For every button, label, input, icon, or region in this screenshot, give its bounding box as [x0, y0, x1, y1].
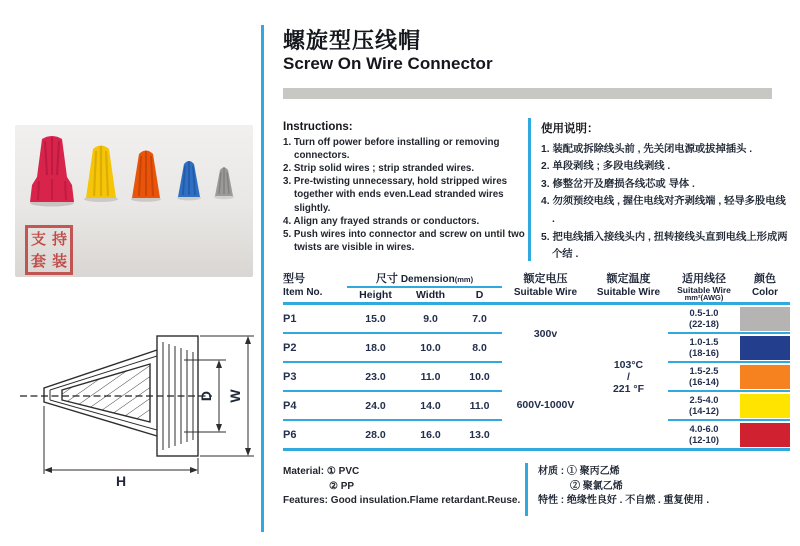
- cell-wire-range: [668, 304, 740, 334]
- dimension-diagram: [12, 330, 262, 488]
- header-voltage-zh: 额定电压: [523, 273, 568, 285]
- cell-width: 16.0: [404, 420, 457, 450]
- col-header-wire-size: [668, 273, 740, 304]
- cell-wire-range: [668, 362, 740, 391]
- instructions-en: [283, 121, 526, 254]
- header-dim-unit: (mm): [454, 275, 474, 284]
- header-wire-zh: 适用线径: [682, 273, 726, 285]
- label-w: W: [227, 389, 243, 403]
- material-zh-line1: 材质 : ① 聚丙乙烯: [538, 466, 620, 477]
- cell-voltage-high: 600V-1000V: [502, 362, 589, 450]
- cell-voltage-low: 300v: [502, 304, 589, 363]
- stamp-char: 套: [30, 252, 46, 270]
- col-header-item: [283, 273, 347, 304]
- header-wire-unit: mm²(AWG): [684, 293, 724, 302]
- features-label: Features:: [283, 495, 329, 506]
- connector-red: [30, 136, 74, 202]
- instructions-en-heading: Instructions:: [283, 121, 353, 133]
- color-swatch: [740, 394, 790, 418]
- cell-item: P6: [283, 420, 347, 450]
- spec-table: [283, 273, 790, 451]
- header-item-zh: 型号: [283, 273, 305, 285]
- cell-d: 11.0: [457, 391, 502, 420]
- materials-divider: [525, 463, 528, 516]
- wire-mm: 1.0-1.5: [689, 337, 719, 347]
- gray-separator-bar: [283, 88, 772, 99]
- wire-mm: 4.0-6.0: [689, 424, 719, 434]
- instruction-item: 4. 勿须预绞电线 , 握住电线对齐剥线端 , 轻导多股电线 .: [541, 196, 786, 225]
- col-header-height: Height: [359, 289, 392, 301]
- connector-orange: [132, 151, 160, 199]
- connector-blue: [178, 161, 200, 197]
- temp-separator: /: [627, 370, 630, 383]
- cell-color: [740, 304, 790, 334]
- label-d: D: [198, 390, 214, 402]
- header-temp-en: Suitable Wire: [596, 287, 661, 298]
- color-swatch: [740, 336, 790, 360]
- header-wire-en: Suitable Wire: [677, 285, 731, 295]
- connector-yellow: [86, 146, 116, 199]
- cell-height: 15.0: [347, 304, 404, 334]
- cell-temperature: [589, 304, 668, 450]
- cell-height: 23.0: [347, 362, 404, 391]
- header-color-en: Color: [751, 287, 779, 298]
- vertical-divider: [261, 25, 264, 532]
- material-zh-line3: 特性 : 绝缘性良好 . 不自燃 . 重复使用 .: [538, 495, 710, 506]
- header-dim-en: Demension: [400, 274, 455, 285]
- cell-d: 13.0: [457, 420, 502, 450]
- col-header-width: Width: [415, 289, 446, 301]
- wire-awg: (18-16): [689, 347, 719, 358]
- instructions-zh-heading: 使用说明：: [541, 123, 599, 135]
- materials-en: [283, 465, 523, 509]
- header-voltage-en: Suitable Wire: [513, 287, 578, 298]
- color-swatch: [740, 307, 790, 331]
- cell-item: P4: [283, 391, 347, 420]
- cell-d: 7.0: [457, 304, 502, 334]
- cell-item: P1: [283, 304, 347, 334]
- label-h: H: [115, 473, 127, 488]
- red-seal-stamp: [25, 225, 73, 275]
- color-swatch: [740, 365, 790, 389]
- header-item-en: Item No.: [283, 287, 323, 298]
- cell-height: 28.0: [347, 420, 404, 450]
- features-text: Good insulation.Flame retardant.Reuse.: [330, 495, 521, 506]
- stamp-char: 持: [51, 230, 67, 248]
- wire-awg: (12-10): [689, 434, 719, 445]
- instruction-item: 1. 装配或拆除线头前 , 先关闭电源或拔掉插头 .: [541, 143, 753, 155]
- instruction-item: 4. Align any frayed strands or conductors.: [283, 215, 480, 227]
- connector-cross-section: [12, 330, 262, 488]
- instruction-item: 5. Push wires into connector and screw on until two twists are visible in wires.: [283, 228, 525, 253]
- stamp-char: 装: [51, 252, 67, 270]
- product-photo: [15, 125, 253, 277]
- material-label: Material:: [283, 466, 325, 477]
- material-line: [283, 465, 523, 480]
- cell-color: [740, 391, 790, 420]
- connector-gray: [215, 167, 233, 196]
- material-zh-line2: ② 聚氯乙烯: [570, 480, 623, 492]
- color-swatch: [740, 423, 790, 447]
- table-row: [283, 304, 790, 334]
- instruction-item: 2. 单段剥线 ; 多段电线剥线 .: [541, 161, 671, 173]
- cell-item: P2: [283, 333, 347, 362]
- wire-mm: 1.5-2.5: [689, 366, 719, 376]
- cell-d: 10.0: [457, 362, 502, 391]
- cell-color: [740, 362, 790, 391]
- header-dim-zh: 尺寸: [375, 273, 398, 285]
- instruction-item: 1. Turn off power before installing or removing connectors.: [283, 137, 500, 162]
- table-row: [283, 362, 790, 391]
- temp-fahrenheit: 221 °F: [612, 382, 645, 395]
- wire-awg: (22-18): [689, 318, 719, 329]
- col-header-dimension: [347, 273, 502, 287]
- wire-mm: 2.5-4.0: [689, 395, 719, 405]
- features-line: [283, 494, 523, 509]
- instructions-zh: [541, 121, 791, 264]
- cell-height: 18.0: [347, 333, 404, 362]
- header-temp-zh: 额定温度: [606, 273, 651, 285]
- cell-height: 24.0: [347, 391, 404, 420]
- cell-width: 14.0: [404, 391, 457, 420]
- instruction-item: 2. Strip solid wires ; strip stranded wires.: [283, 163, 475, 175]
- col-header-temperature: [589, 273, 668, 304]
- cell-wire-range: [668, 420, 740, 450]
- wire-awg: (16-14): [689, 376, 719, 387]
- material-item2: ② PP: [329, 480, 355, 492]
- cell-width: 10.0: [404, 333, 457, 362]
- stamp-char: 支: [30, 230, 46, 248]
- cell-color: [740, 333, 790, 362]
- col-header-voltage: [502, 273, 589, 304]
- materials-zh: [538, 465, 790, 509]
- wire-mm: 0.5-1.0: [689, 308, 719, 318]
- col-header-d: D: [475, 289, 484, 301]
- temp-celsius: 103°C: [613, 358, 644, 371]
- instruction-item: 5. 把电线插入接线头内 , 扭转接线头直到电线上形成两个结 .: [541, 231, 788, 261]
- wire-awg: (14-12): [689, 405, 719, 416]
- cell-wire-range: [668, 391, 740, 420]
- cell-color: [740, 420, 790, 450]
- instruction-item: 3. Pre-twisting unnecessary, hold stripped wires together with ends even.Lead stranded wires slightly.: [283, 176, 508, 214]
- material-item1: ① PVC: [326, 466, 360, 477]
- instructions-divider: [528, 118, 531, 261]
- page-title-zh: 螺旋型压线帽: [283, 28, 422, 53]
- header-color-zh: 颜色: [754, 273, 776, 285]
- instruction-item: 3. 修整岔开及磨损各线芯或 导体 .: [541, 178, 695, 190]
- page-title-en: Screw On Wire Connector: [283, 54, 493, 73]
- cell-item: P3: [283, 362, 347, 391]
- col-header-color: [740, 273, 790, 304]
- cell-width: 11.0: [404, 362, 457, 391]
- cell-width: 9.0: [404, 304, 457, 334]
- cell-d: 8.0: [457, 333, 502, 362]
- cell-wire-range: [668, 333, 740, 362]
